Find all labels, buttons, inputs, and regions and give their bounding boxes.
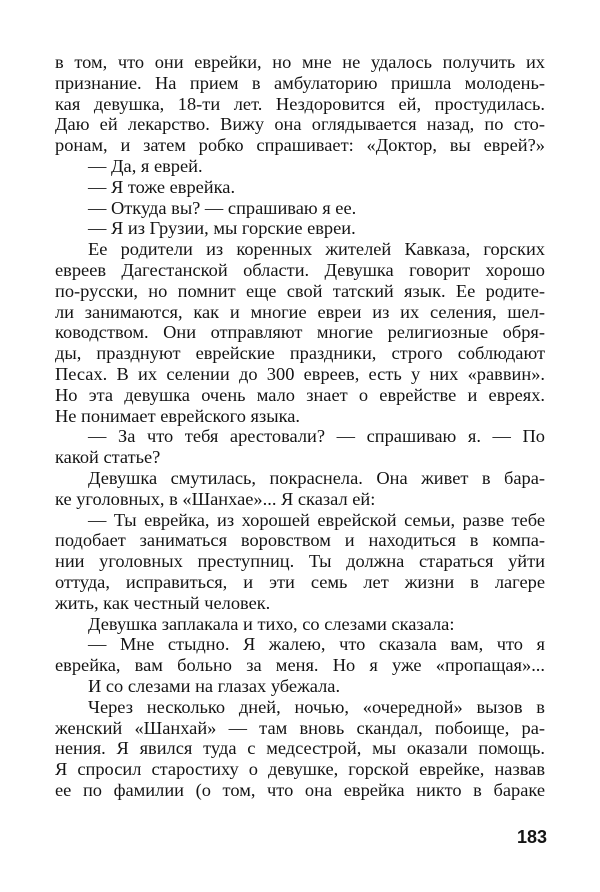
- text-line: признание. На прием в амбулаторию пришла молодень-: [55, 72, 545, 93]
- text-line: — Откуда вы? — спрашиваю я ее.: [88, 197, 357, 218]
- text-line: жить, как честный человек.: [55, 592, 271, 613]
- text-line: — Да, я еврей.: [88, 155, 203, 176]
- text-line: Даю ей лекарство. Вижу она оглядывается назад, по сто-: [55, 114, 545, 135]
- text-line: ке уголовных, в «Шанхае»... Я сказал ей:: [55, 488, 376, 509]
- text-line: — За что тебя арестовали? — спрашиваю я. — По: [88, 426, 545, 447]
- text-line: — Я тоже еврейка.: [88, 176, 236, 197]
- text-line: по-русски, но помнит еще свой татский язык. Ее родите-: [55, 280, 545, 301]
- text-line: ли занимаются, как и многие евреи из их селения, шел-: [55, 301, 545, 322]
- text-line: Я спросил старостиху о девушке, горской еврейке, назвав: [55, 759, 545, 780]
- text-line: Песах. В их селении до 300 евреев, есть у них «раввин».: [55, 363, 545, 384]
- text-line: Девушка заплакала и тихо, со слезами сказала:: [88, 613, 455, 634]
- text-line: — Ты еврейка, из хорошей еврейской семьи, разве тебе: [88, 509, 545, 530]
- text-line: Через несколько дней, ночью, «очередной» вызов в: [88, 696, 545, 717]
- page-number: 183: [516, 827, 547, 847]
- text-line: ды, празднуют еврейские праздники, строго соблюдают: [55, 343, 545, 364]
- text-line: в том, что они еврейки, но мне не удалось получить их: [55, 52, 545, 72]
- text-line: оттуда, исправиться, и эти семь лет жизни в лагере: [55, 571, 545, 592]
- text-line: — Я из Грузии, мы горские евреи.: [88, 218, 356, 239]
- text-line: какой статье?: [55, 447, 161, 468]
- text-line: Не понимает еврейского языка.: [55, 405, 301, 426]
- text-line: подобает заниматься воровством и находиться в компа-: [55, 530, 545, 551]
- text-line: нения. Я явился туда с медсестрой, мы оказали помощь.: [55, 738, 545, 759]
- text-line: — Мне стыдно. Я жалею, что сказала вам, что я: [88, 634, 545, 655]
- text-line: ее по фамилии (о том, что она еврейка никто в бараке: [55, 779, 545, 800]
- text-line: женский «Шанхай» — там вновь скандал, побоище, ра-: [55, 717, 545, 738]
- text-line: Ее родители из коренных жителей Кавказа, горских: [88, 239, 545, 260]
- text-line: кая девушка, 18-ти лет. Нездоровится ей, простудилась.: [55, 93, 545, 114]
- text-line: ководством. Они отправляют многие религиозные обря-: [55, 322, 545, 343]
- text-line: нии уголовных преступниц. Ты должна стараться уйти: [55, 551, 545, 572]
- text-line: евреев Дагестанской области. Девушка говорит хорошо: [55, 259, 545, 280]
- text-line: еврейка, вам больно за меня. Но я уже «пропащая»...: [55, 655, 545, 676]
- text-line: И со слезами на глазах убежала.: [88, 675, 341, 696]
- text-line: Но эта девушка очень мало знает о еврействе и евреях.: [55, 384, 545, 405]
- page-text-block: [55, 52, 545, 801]
- text-line: Девушка смутилась, покраснела. Она живет в бара-: [88, 467, 545, 488]
- text-line: ронам, и затем робко спрашивает: «Доктор, вы еврей?»: [55, 135, 545, 156]
